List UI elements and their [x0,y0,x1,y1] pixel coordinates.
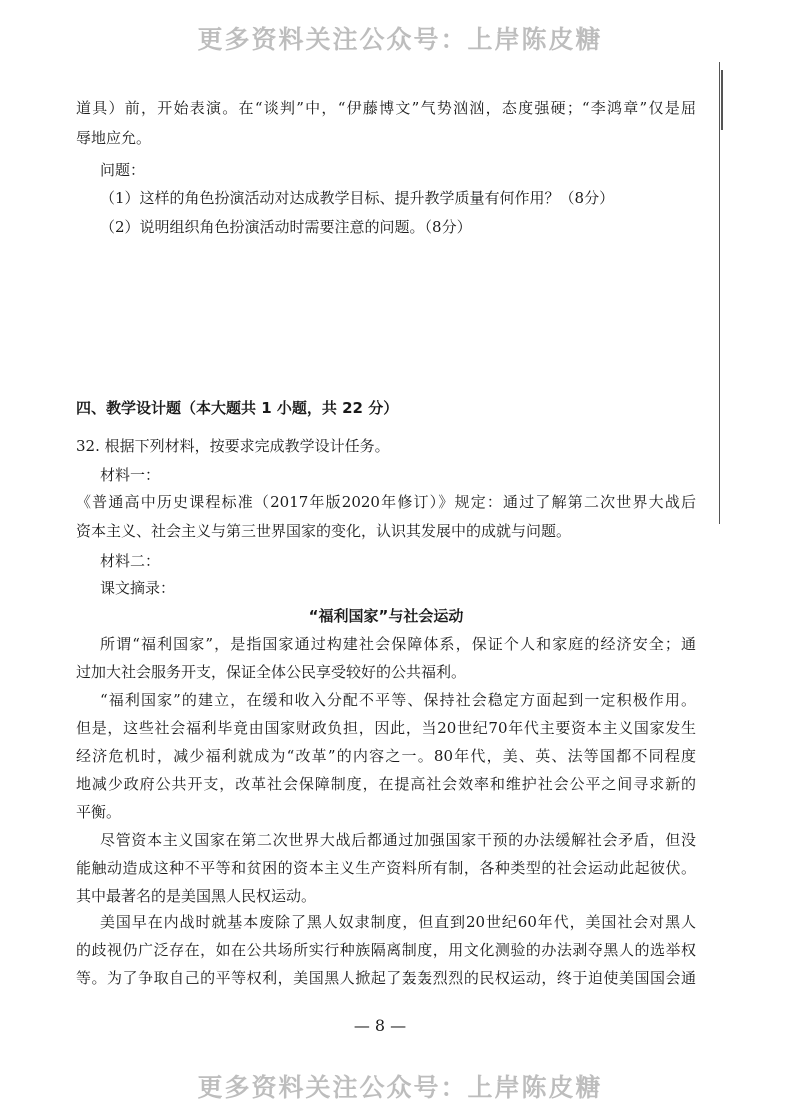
excerpt-paragraph-line: 但是，这些社会福利毕竟由国家财政负担，因此，当20世纪70年代主要资本主义国家发生 [76,719,696,737]
excerpt-paragraph-line: 过加大社会服务开支，保证全体公民享受较好的公共福利。 [76,663,467,681]
excerpt-paragraph-line: “福利国家”的建立，在缓和收入分配不平等、保持社会稳定方面起到一定积极作用。 [100,691,696,709]
scan-edge-line [719,62,720,524]
excerpt-paragraph-line: 平衡。 [76,803,122,821]
question-item-1: （1）这样的角色扮演活动对达成教学目标、提升教学质量有何作用？（8分） [100,189,615,207]
question-32-stem: 32. 根据下列材料，按要求完成教学设计任务。 [76,437,390,455]
watermark-bottom: 更多资料关注公众号：上岸陈皮糖 [197,1073,603,1102]
material-2-label: 材料二： [100,552,161,570]
material-1-label: 材料一： [100,466,161,484]
excerpt-paragraph-line: 美国早在内战时就基本废除了黑人奴隶制度，但直到20世纪60年代，美国社会对黑人 [100,913,696,931]
watermark-top: 更多资料关注公众号：上岸陈皮糖 [197,25,603,54]
excerpt-paragraph-line: 等。为了争取自己的平等权利，美国黑人掀起了轰轰烈烈的民权运动，终于迫使美国国会通 [76,969,696,987]
excerpt-paragraph-line: 能触动造成这种不平等和贫困的资本主义生产资料所有制，各种类型的社会运动此起彼伏。 [76,859,696,877]
excerpt-paragraph-line: 尽管资本主义国家在第二次世界大战后都通过加强国家干预的办法缓解社会矛盾，但没 [100,831,696,849]
excerpt-paragraph-line: 所谓“福利国家”，是指国家通过构建社会保障体系，保证个人和家庭的经济安全；通 [100,635,696,653]
question-prompt: 问题： [100,161,146,179]
excerpt-paragraph-line: 的歧视仍广泛存在，如在公共场所实行种族隔离制度，用文化测验的办法剥夺黑人的选举权 [76,941,696,959]
material-1-text: 《普通高中历史课程标准（2017年版2020年修订）》规定：通过了解第二次世界大战后 [76,493,696,511]
excerpt-label: 课文摘录： [100,579,176,597]
question-item-2: （2）说明组织角色扮演活动时需要注意的问题。（8分） [100,218,472,236]
page-number: — 8 — [353,1016,407,1035]
excerpt-paragraph-line: 其中最著名的是美国黑人民权运动。 [76,887,317,905]
scan-edge-line [721,70,723,130]
excerpt-paragraph-line: 经济危机时，减少福利就成为“改革”的内容之一。80年代，美、英、法等国都不同程度 [76,747,696,765]
question-text-line: 辱地应允。 [76,129,152,147]
excerpt-title: “福利国家”与社会运动 [308,607,464,625]
question-text-line: 道具）前，开始表演。在“谈判”中，“伊藤博文”气势汹汹，态度强硬；“李鸿章”仅是屈 [76,99,696,117]
excerpt-paragraph-line: 地减少政府公共开支，改革社会保障制度，在提高社会效率和维护社会公平之间寻求新的 [76,775,696,793]
section-heading: 四、教学设计题（本大题共 1 小题，共 22 分） [76,399,399,417]
material-1-text: 资本主义、社会主义与第三世界国家的变化，认识其发展中的成就与问题。 [76,522,572,540]
